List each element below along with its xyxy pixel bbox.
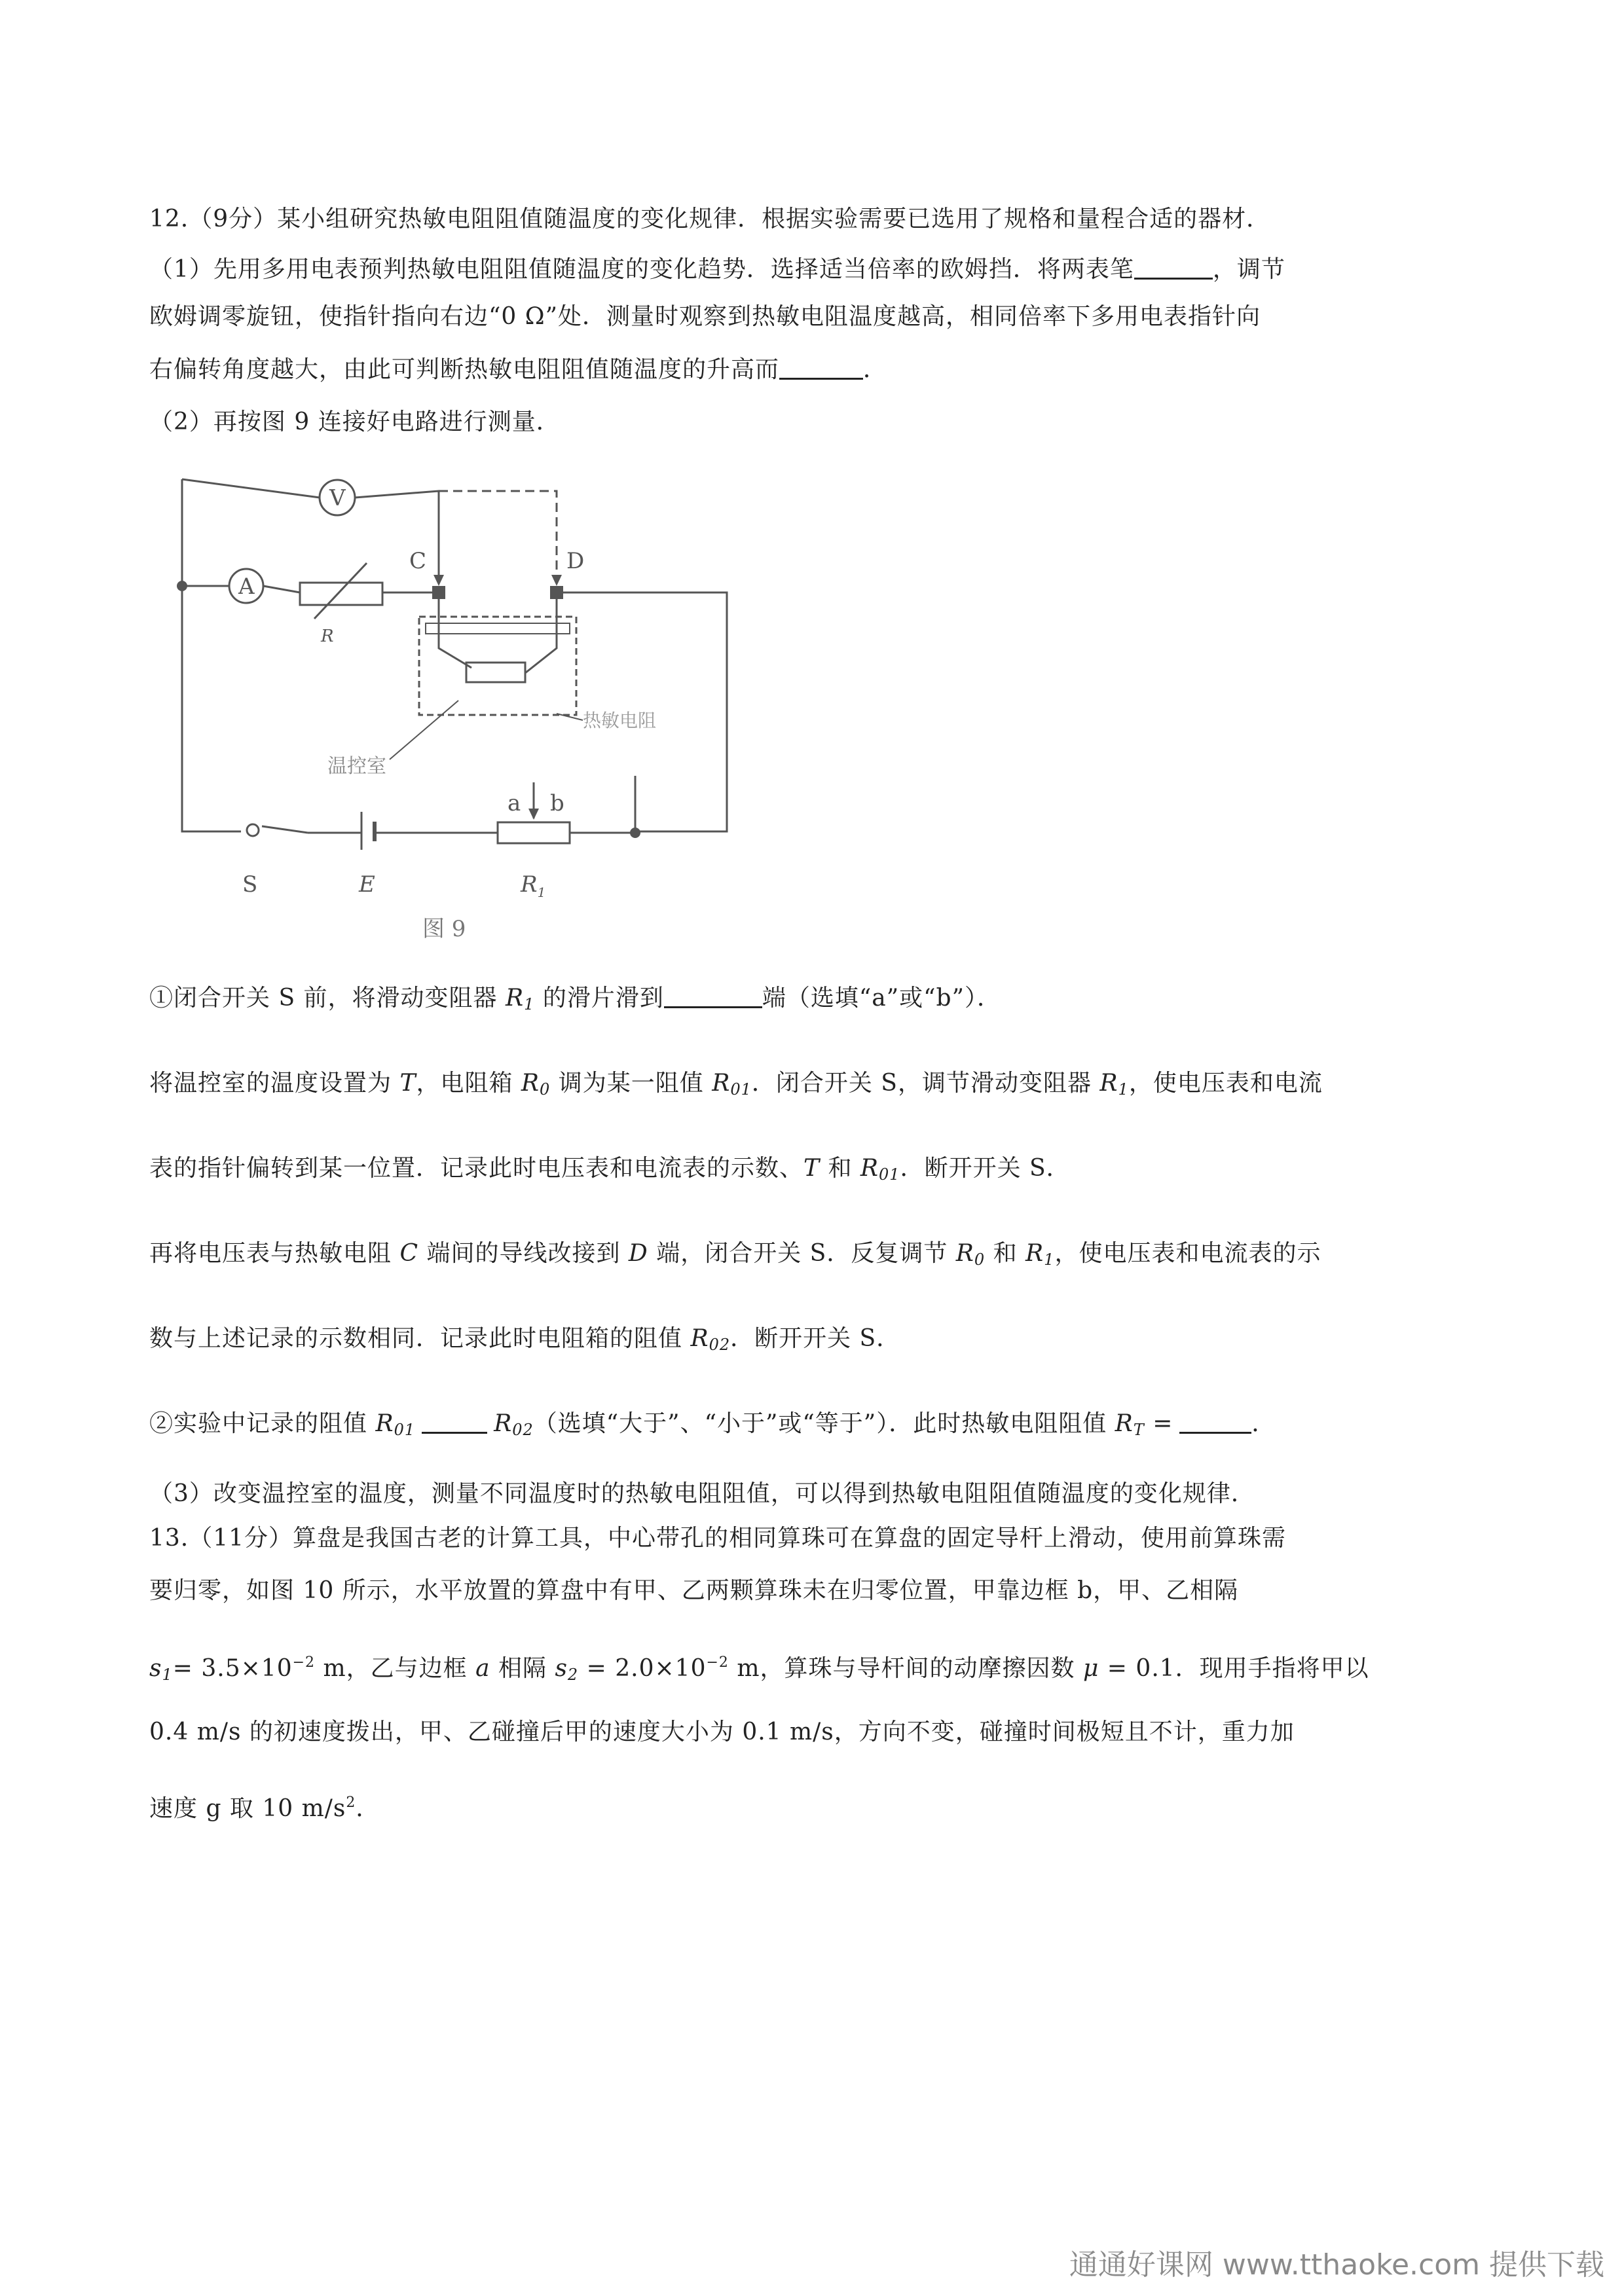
text: 端间的导线改接到 (418, 1240, 629, 1267)
label-E: E (359, 871, 375, 898)
q12-part2: （2）再按图 9 连接好电路进行测量． (149, 409, 561, 435)
text: ，使电压表和电流表的示 (1054, 1240, 1321, 1267)
q12-part1-text: 右偏转角度越大，由此可判断热敏电阻阻值随温度的升高而 (149, 356, 780, 383)
text: 端（选填“a”或“b”）． (762, 985, 1001, 1011)
q12-step5 (149, 1326, 900, 1358)
text: = 2.0×10 (578, 1655, 707, 1682)
text: = 0.1．现用手指将甲以 (1099, 1655, 1369, 1682)
text: ． (1251, 1410, 1276, 1437)
q12-part1-text: （1）先用多用电表预判热敏电阻阻值随温度的变化趋势．选择适当倍率的欧姆挡．将两表笔 (149, 256, 1134, 283)
text: m，乙与边框 (315, 1655, 476, 1682)
q12-part1-text-end: ． (863, 356, 888, 383)
text: ②实验中记录的阻值 (149, 1410, 376, 1437)
label-a: a (507, 790, 521, 816)
exponent: 2 (346, 1795, 356, 1811)
text: = (1144, 1410, 1173, 1437)
label-S: S (242, 871, 258, 898)
symbol-R01: $R_{01}$ (375, 1410, 416, 1439)
text: ，使电压表和电流 (1128, 1070, 1323, 1097)
symbol-s2: $s_2$ (555, 1655, 579, 1684)
answer-blank[interactable] (1179, 1412, 1251, 1434)
q13-line2: 要归零，如图 10 所示，水平放置的算盘中有甲、乙两颗算珠未在归零位置，甲靠边框 b，甲、乙相隔 (149, 1577, 1239, 1604)
chamber-hatch (426, 623, 570, 634)
text: 端，闭合开关 S．反复调节 (648, 1240, 956, 1267)
symbol-D: D (628, 1240, 648, 1267)
symbol-R1: $R_1$ (1025, 1240, 1055, 1269)
q12-step6 (149, 1411, 1276, 1443)
text: ．断开开关 S． (730, 1325, 901, 1352)
symbol-R02: $R_{02}$ (690, 1325, 731, 1354)
exponent: −2 (706, 1654, 729, 1671)
site-watermark: 通通好课网 www.tthaoke.com 提供下载 (1069, 2248, 1604, 2282)
text: 和 (820, 1155, 860, 1182)
symbol-RT: $R_T$ (1115, 1410, 1145, 1439)
q12-step3 (149, 1156, 1071, 1188)
text: 再将电压表与热敏电阻 (149, 1240, 400, 1267)
answer-blank[interactable] (1134, 258, 1213, 280)
symbol-C: C (399, 1240, 418, 1267)
text: 和 (985, 1240, 1026, 1267)
label-R1: $R_1$ (521, 871, 546, 900)
q12-part1-line2: 欧姆调零旋钮，使指针指向右边“0 Ω”处．测量时观察到热敏电阻温度越高，相同倍率下多用电表指针向 (149, 303, 1261, 330)
circuit-figure-9 (164, 452, 753, 962)
figure-caption: 图 9 (422, 916, 466, 942)
q12-step1 (149, 985, 1001, 1017)
symbol-R01: $R_{01}$ (712, 1070, 752, 1099)
symbol-s1: $s_1$ (149, 1655, 173, 1684)
answer-blank[interactable] (422, 1412, 487, 1434)
q12-step2 (149, 1070, 1323, 1102)
circuit-wire (439, 491, 557, 583)
junction-dot (177, 581, 187, 591)
q13-line1: 13.（11分）算盘是我国古老的计算工具，中心带孔的相同算珠可在算盘的固定导杆上滑动，使用前算珠需 (149, 1525, 1287, 1552)
voltmeter-label: V (329, 485, 346, 511)
label-D: D (566, 548, 585, 574)
answer-blank[interactable] (779, 358, 863, 380)
rheostat-arrow (314, 563, 367, 619)
symbol-R01: $R_{01}$ (860, 1155, 900, 1184)
circuit-wire (182, 479, 320, 498)
junction-dot (630, 828, 640, 838)
symbol-a: a (475, 1655, 490, 1682)
symbol-T: T (803, 1155, 821, 1182)
label-R0: R (321, 627, 334, 646)
symbol-R0: $R_0$ (521, 1070, 551, 1099)
q13-line5 (149, 1790, 380, 1822)
q12-part1-line3 (149, 357, 887, 383)
label-thermistor: 热敏电阻 (583, 710, 657, 731)
temperature-chamber (419, 617, 576, 715)
ammeter-label: A (238, 574, 255, 600)
text: 调为某一阻值 (550, 1070, 712, 1097)
text: = 3.5×10 (172, 1655, 293, 1682)
thermistor (466, 663, 525, 682)
switch-pivot (247, 824, 259, 836)
leader-line (390, 701, 458, 759)
q12-title: 12.（9分）某小组研究热敏电阻阻值随温度的变化规律．根据实验需要已选用了规格和量程合适的器材． (149, 206, 1271, 232)
answer-blank[interactable] (664, 987, 762, 1008)
rheostat-R1 (498, 822, 570, 843)
q12-step4 (149, 1241, 1321, 1273)
text: 表的指针偏转到某一位置．记录此时电压表和电流表的示数、 (149, 1155, 804, 1182)
text: 将温控室的温度设置为 (149, 1070, 400, 1097)
text: ①闭合开关 S 前，将滑动变阻器 (149, 985, 506, 1011)
symbol-mu: μ (1082, 1655, 1099, 1682)
symbol-R1: $R_1$ (506, 985, 535, 1013)
exponent: −2 (292, 1654, 316, 1671)
text: 相隔 (490, 1655, 555, 1682)
arrow-C (434, 575, 444, 586)
text: ，电阻箱 (416, 1070, 521, 1097)
q12-part1-line1 (149, 257, 1285, 283)
label-chamber: 温控室 (327, 755, 386, 778)
text: ．断开开关 S． (900, 1155, 1071, 1182)
text: ．闭合开关 S，调节滑动变阻器 (751, 1070, 1100, 1097)
terminal-D (550, 586, 563, 599)
terminal-C (432, 586, 445, 599)
circuit-wire (262, 826, 308, 833)
symbol-R02: $R_{02}$ (494, 1410, 534, 1439)
q13-line3 (149, 1650, 1369, 1688)
text: m，算珠与导杆间的动摩擦因数 (728, 1655, 1083, 1682)
q13-line4: 0.4 m/s 的初速度拨出，甲、乙碰撞后甲的速度大小为 0.1 m/s，方向不变，碰撞时间极短且不计，重力加 (149, 1719, 1295, 1745)
label-C: C (409, 548, 427, 574)
circuit-wire (439, 592, 471, 668)
rheostat-R0 (300, 583, 382, 605)
q12-part1-text-end: ，调节 (1212, 256, 1285, 283)
arrow-D (551, 575, 562, 586)
text: （选填“大于”、“小于”或“等于”）．此时热敏电阻阻值 (533, 1410, 1115, 1437)
circuit-wire (525, 592, 557, 673)
text: 数与上述记录的示数相同．记录此时电阻箱的阻值 (149, 1325, 691, 1352)
text: 的滑片滑到 (534, 985, 664, 1011)
text: 速度 g 取 10 m/s (149, 1795, 346, 1822)
symbol-R1: $R_1$ (1099, 1070, 1129, 1099)
symbol-R0: $R_0$ (955, 1240, 986, 1269)
symbol-T: T (399, 1070, 416, 1097)
text: ． (356, 1795, 380, 1822)
circuit-wire (263, 586, 300, 592)
circuit-wire (182, 479, 241, 831)
label-b: b (550, 790, 564, 816)
slider-arrow (528, 809, 539, 820)
q12-part3: （3）改变温控室的温度，测量不同温度时的热敏电阻阻值，可以得到热敏电阻阻值随温度的变化规律． (149, 1480, 1255, 1507)
